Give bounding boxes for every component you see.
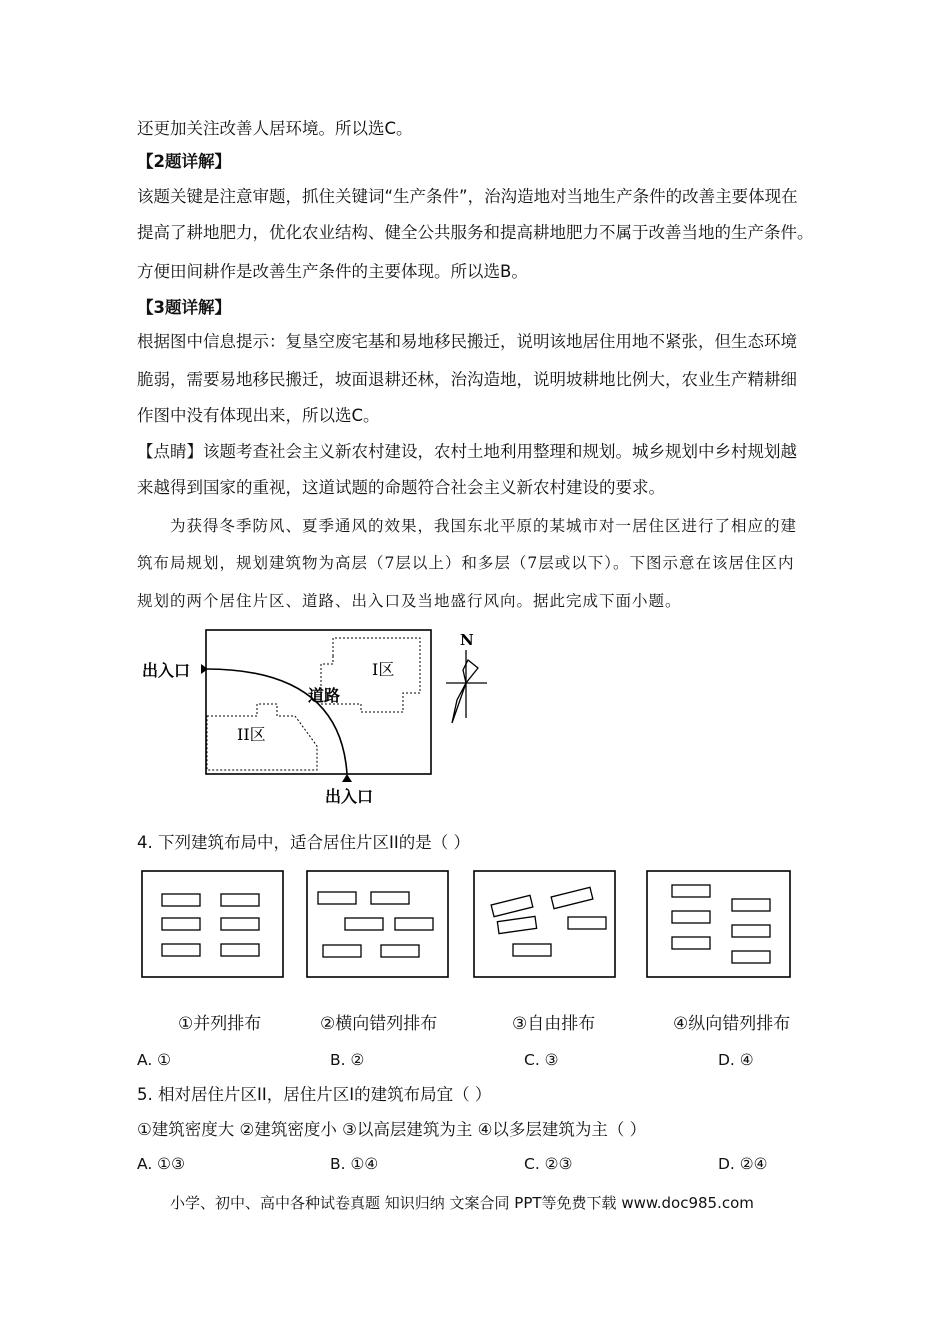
q3-line-1: 根据图中信息提示：复垦空废宅基和易地移民搬迁，说明该地居住用地不紧张，但生态环境 [137, 332, 797, 351]
residential-map [135, 620, 505, 810]
q3-heading: 【3题详解】 [137, 298, 231, 317]
zone-2-label: II区 [237, 725, 266, 744]
q5-option-c[interactable]: C. ②③ [524, 1155, 573, 1173]
wind-rose-icon [452, 660, 478, 723]
q5-option-b[interactable]: B. ①④ [330, 1155, 379, 1173]
q5-option-a[interactable]: A. ①③ [137, 1155, 185, 1173]
entrance-bottom-arrow [342, 774, 352, 782]
zone-1-label: I区 [372, 660, 395, 679]
passage-line-3: 规划的两个居住片区、道路、出入口及当地盛行风向。据此完成下面小题。 [137, 592, 682, 610]
q5-choices: ①建筑密度大 ②建筑密度小 ③以高层建筑为主 ④以多层建筑为主（ ） [137, 1120, 647, 1139]
q2-line-2: 提高了耕地肥力，优化农业结构、健全公共服务和提高耕地肥力不属于改善当地的生产条件。 [137, 223, 814, 242]
q2-line-1: 该题关键是注意审题，抓住关键词“生产条件”，治沟造地对当地生产条件的改善主要体现在 [137, 187, 798, 206]
caption-horizontal-staggered: ②横向错列排布 [320, 1014, 438, 1034]
entrance-bottom-label: 出入口 [325, 787, 374, 806]
layout-parallel-diagram [142, 871, 283, 977]
caption-free: ③自由排布 [512, 1014, 596, 1034]
caption-vertical-staggered: ④纵向错列排布 [673, 1014, 791, 1034]
north-label: N [460, 631, 474, 649]
caption-parallel: ①并列排布 [178, 1014, 262, 1034]
q4-stem: 4. 下列建筑布局中，适合居住片区II的是（ ） [137, 833, 470, 852]
q3-line-2: 脆弱，需要易地移民搬迁，坡面退耕还林，治沟造地，说明坡耕地比例大，农业生产精耕细 [137, 370, 797, 389]
explanation-line-1: 还更加关注改善人居环境。所以选C。 [137, 119, 413, 138]
q4-option-b[interactable]: B. ② [330, 1051, 365, 1069]
layout-vertical-staggered-diagram [647, 871, 790, 977]
page-footer: 小学、初中、高中各种试卷真题 知识归纳 文案合同 PPT等免费下载 www.doc985.com [170, 1194, 754, 1212]
q5-option-d[interactable]: D. ②④ [718, 1155, 768, 1173]
road-curve [206, 669, 347, 774]
q4-option-c[interactable]: C. ③ [524, 1051, 559, 1069]
layout-free-diagram [474, 871, 615, 977]
q4-option-a[interactable]: A. ① [137, 1051, 172, 1069]
tip-line-2: 来越得到国家的重视，这道试题的命题符合社会主义新农村建设的要求。 [137, 478, 665, 497]
q3-line-3: 作图中没有体现出来，所以选C。 [137, 406, 380, 425]
q2-heading: 【2题详解】 [137, 152, 231, 171]
passage-line-1: 为获得冬季防风、夏季通风的效果，我国东北平原的某城市对一居住区进行了相应的建 [170, 517, 798, 535]
passage-line-2: 筑布局规划，规划建筑物为高层（7层以上）和多层（7层或以下）。下图示意在该居住区内 [137, 554, 795, 572]
q5-stem: 5. 相对居住片区II，居住片区I的建筑布局宜（ ） [137, 1085, 492, 1104]
layout-diagrams [135, 865, 800, 985]
q4-option-d[interactable]: D. ④ [718, 1051, 754, 1069]
road-label: 道路 [308, 686, 341, 705]
layout-horizontal-staggered-diagram [307, 871, 448, 977]
entrance-left-label: 出入口 [142, 661, 191, 680]
q2-line-3: 方便田间耕作是改善生产条件的主要体现。所以选B。 [137, 262, 528, 281]
entrance-left-arrow [201, 664, 208, 674]
tip-line-1: 【点睛】该题考查社会主义新农村建设，农村土地利用整理和规划。城乡规划中乡村规划越 [137, 442, 797, 461]
